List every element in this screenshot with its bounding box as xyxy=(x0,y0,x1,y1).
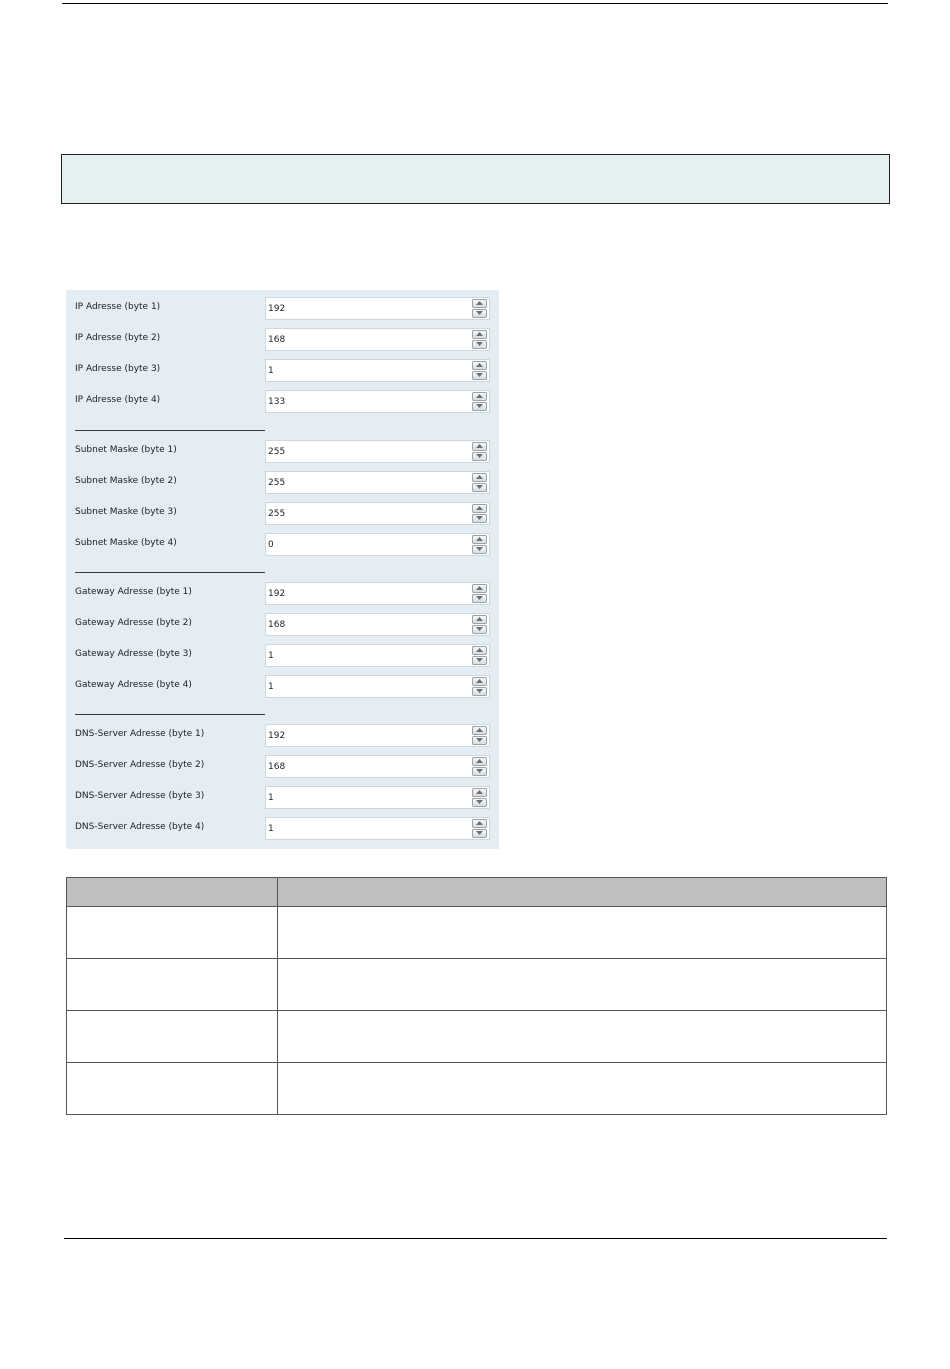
table-row xyxy=(67,1011,887,1063)
spin-value[interactable]: 0 xyxy=(268,540,274,550)
description-table xyxy=(66,877,887,1115)
param-label: Gateway Adresse (byte 1) xyxy=(75,587,192,597)
ip-byte-3-spinbox[interactable] xyxy=(265,359,490,382)
spin-down-button[interactable] xyxy=(472,545,487,554)
spin-up-button[interactable] xyxy=(472,646,487,655)
arrow-down-icon xyxy=(476,311,483,316)
arrow-down-icon xyxy=(476,689,483,694)
section-divider xyxy=(75,714,265,715)
spin-up-button[interactable] xyxy=(472,504,487,513)
spin-up-button[interactable] xyxy=(472,392,487,401)
spin-value[interactable]: 192 xyxy=(268,589,286,599)
parameter-panel xyxy=(66,290,499,849)
spin-buttons xyxy=(472,757,487,776)
arrow-down-icon xyxy=(476,454,483,459)
spin-value[interactable]: 1 xyxy=(268,793,274,803)
info-box xyxy=(61,154,890,204)
table-header-cell xyxy=(67,878,278,907)
spin-buttons xyxy=(472,646,487,665)
spin-down-button[interactable] xyxy=(472,798,487,807)
param-row-dns-byte-2 xyxy=(66,755,499,779)
spin-value[interactable]: 168 xyxy=(268,620,286,630)
arrow-up-icon xyxy=(476,679,483,684)
spin-buttons xyxy=(472,392,487,411)
dns-byte-1-spinbox[interactable] xyxy=(265,724,490,747)
param-row-dns-byte-3 xyxy=(66,786,499,810)
arrow-up-icon xyxy=(476,506,483,511)
spin-value[interactable]: 1 xyxy=(268,682,274,692)
param-row-ip-byte-3 xyxy=(66,359,499,383)
spin-value[interactable]: 192 xyxy=(268,731,286,741)
spin-up-button[interactable] xyxy=(472,442,487,451)
arrow-up-icon xyxy=(476,617,483,622)
spin-buttons xyxy=(472,361,487,380)
table-cell xyxy=(67,907,278,959)
param-row-gateway-byte-4 xyxy=(66,675,499,699)
param-label: DNS-Server Adresse (byte 2) xyxy=(75,760,205,770)
spin-up-button[interactable] xyxy=(472,677,487,686)
arrow-up-icon xyxy=(476,444,483,449)
arrow-up-icon xyxy=(476,475,483,480)
arrow-down-icon xyxy=(476,404,483,409)
table-row xyxy=(67,959,887,1011)
table-cell xyxy=(278,1063,887,1115)
spin-buttons xyxy=(472,330,487,349)
spin-buttons xyxy=(472,473,487,492)
arrow-up-icon xyxy=(476,394,483,399)
arrow-down-icon xyxy=(476,658,483,663)
spin-up-button[interactable] xyxy=(472,726,487,735)
gateway-byte-3-spinbox[interactable] xyxy=(265,644,490,667)
spin-down-button[interactable] xyxy=(472,594,487,603)
spin-buttons xyxy=(472,584,487,603)
table-cell xyxy=(67,1063,278,1115)
subnet-byte-1-spinbox[interactable] xyxy=(265,440,490,463)
spin-down-button[interactable] xyxy=(472,767,487,776)
param-row-subnet-byte-1 xyxy=(66,440,499,464)
arrow-down-icon xyxy=(476,769,483,774)
arrow-up-icon xyxy=(476,586,483,591)
param-row-ip-byte-1 xyxy=(66,297,499,321)
param-label: DNS-Server Adresse (byte 1) xyxy=(75,729,205,739)
param-label: Subnet Maske (byte 3) xyxy=(75,507,177,517)
arrow-down-icon xyxy=(476,627,483,632)
spin-buttons xyxy=(472,677,487,696)
spin-up-button[interactable] xyxy=(472,615,487,624)
dns-byte-2-spinbox[interactable] xyxy=(265,755,490,778)
table-row xyxy=(67,907,887,959)
spin-down-button[interactable] xyxy=(472,687,487,696)
param-row-subnet-byte-2 xyxy=(66,471,499,495)
spin-up-button[interactable] xyxy=(472,535,487,544)
gateway-byte-4-spinbox[interactable] xyxy=(265,675,490,698)
spin-down-button[interactable] xyxy=(472,483,487,492)
spin-value[interactable]: 1 xyxy=(268,366,274,376)
table-cell xyxy=(278,1011,887,1063)
spin-value[interactable]: 255 xyxy=(268,509,286,519)
table-cell xyxy=(278,959,887,1011)
param-row-gateway-byte-2 xyxy=(66,613,499,637)
param-label: IP Adresse (byte 4) xyxy=(75,395,161,405)
subnet-byte-4-spinbox[interactable] xyxy=(265,533,490,556)
subnet-byte-3-spinbox[interactable] xyxy=(265,502,490,525)
top-rule xyxy=(62,3,888,4)
param-row-gateway-byte-3 xyxy=(66,644,499,668)
spin-up-button[interactable] xyxy=(472,330,487,339)
spin-buttons xyxy=(472,442,487,461)
arrow-down-icon xyxy=(476,547,483,552)
arrow-down-icon xyxy=(476,516,483,521)
spin-down-button[interactable] xyxy=(472,371,487,380)
spin-down-button[interactable] xyxy=(472,736,487,745)
param-label: Subnet Maske (byte 4) xyxy=(75,538,177,548)
spin-up-button[interactable] xyxy=(472,757,487,766)
param-label: Subnet Maske (byte 1) xyxy=(75,445,177,455)
arrow-up-icon xyxy=(476,537,483,542)
param-row-gateway-byte-1 xyxy=(66,582,499,606)
param-row-dns-byte-4 xyxy=(66,817,499,841)
arrow-up-icon xyxy=(476,363,483,368)
param-label: Gateway Adresse (byte 4) xyxy=(75,680,192,690)
param-label: IP Adresse (byte 3) xyxy=(75,364,161,374)
param-row-ip-byte-4 xyxy=(66,390,499,414)
spin-down-button[interactable] xyxy=(472,514,487,523)
param-label: DNS-Server Adresse (byte 4) xyxy=(75,822,205,832)
section-divider xyxy=(75,572,265,573)
param-label: Subnet Maske (byte 2) xyxy=(75,476,177,486)
spin-value[interactable]: 133 xyxy=(268,397,286,407)
spin-value[interactable]: 255 xyxy=(268,478,286,488)
spin-up-button[interactable] xyxy=(472,299,487,308)
param-label: DNS-Server Adresse (byte 3) xyxy=(75,791,205,801)
spin-buttons xyxy=(472,504,487,523)
param-row-ip-byte-2 xyxy=(66,328,499,352)
gateway-byte-1-spinbox[interactable] xyxy=(265,582,490,605)
spin-up-button[interactable] xyxy=(472,584,487,593)
dns-byte-4-spinbox[interactable] xyxy=(265,817,490,840)
ip-byte-4-spinbox[interactable] xyxy=(265,390,490,413)
arrow-down-icon xyxy=(476,831,483,836)
ip-byte-1-spinbox[interactable] xyxy=(265,297,490,320)
param-label: Gateway Adresse (byte 2) xyxy=(75,618,192,628)
arrow-down-icon xyxy=(476,485,483,490)
arrow-down-icon xyxy=(476,373,483,378)
spin-value[interactable]: 1 xyxy=(268,651,274,661)
table-cell xyxy=(67,959,278,1011)
spin-down-button[interactable] xyxy=(472,829,487,838)
param-label: IP Adresse (byte 2) xyxy=(75,333,161,343)
spin-up-button[interactable] xyxy=(472,361,487,370)
table-header-row xyxy=(67,878,887,907)
spin-buttons xyxy=(472,788,487,807)
spin-down-button[interactable] xyxy=(472,656,487,665)
arrow-up-icon xyxy=(476,759,483,764)
arrow-up-icon xyxy=(476,821,483,826)
table-cell xyxy=(67,1011,278,1063)
section-divider xyxy=(75,430,265,431)
spin-down-button[interactable] xyxy=(472,309,487,318)
gateway-byte-2-spinbox[interactable] xyxy=(265,613,490,636)
dns-byte-3-spinbox[interactable] xyxy=(265,786,490,809)
arrow-up-icon xyxy=(476,332,483,337)
spin-buttons xyxy=(472,299,487,318)
param-label: IP Adresse (byte 1) xyxy=(75,302,161,312)
table-header-cell xyxy=(278,878,887,907)
spin-down-button[interactable] xyxy=(472,340,487,349)
spin-up-button[interactable] xyxy=(472,788,487,797)
spin-up-button[interactable] xyxy=(472,473,487,482)
arrow-up-icon xyxy=(476,301,483,306)
spin-value[interactable]: 168 xyxy=(268,335,286,345)
spin-down-button[interactable] xyxy=(472,625,487,634)
param-label: Gateway Adresse (byte 3) xyxy=(75,649,192,659)
spin-value[interactable]: 192 xyxy=(268,304,286,314)
spin-buttons xyxy=(472,615,487,634)
arrow-down-icon xyxy=(476,342,483,347)
spin-value[interactable]: 1 xyxy=(268,824,274,834)
spin-value[interactable]: 168 xyxy=(268,762,286,772)
param-row-subnet-byte-3 xyxy=(66,502,499,526)
spin-down-button[interactable] xyxy=(472,452,487,461)
arrow-down-icon xyxy=(476,596,483,601)
ip-byte-2-spinbox[interactable] xyxy=(265,328,490,351)
footer-rule xyxy=(64,1238,887,1239)
spin-value[interactable]: 255 xyxy=(268,447,286,457)
arrow-down-icon xyxy=(476,738,483,743)
spin-down-button[interactable] xyxy=(472,402,487,411)
param-row-dns-byte-1 xyxy=(66,724,499,748)
spin-up-button[interactable] xyxy=(472,819,487,828)
table-row xyxy=(67,1063,887,1115)
arrow-up-icon xyxy=(476,728,483,733)
param-row-subnet-byte-4 xyxy=(66,533,499,557)
arrow-up-icon xyxy=(476,648,483,653)
spin-buttons xyxy=(472,819,487,838)
subnet-byte-2-spinbox[interactable] xyxy=(265,471,490,494)
arrow-down-icon xyxy=(476,800,483,805)
spin-buttons xyxy=(472,726,487,745)
arrow-up-icon xyxy=(476,790,483,795)
table-cell xyxy=(278,907,887,959)
spin-buttons xyxy=(472,535,487,554)
